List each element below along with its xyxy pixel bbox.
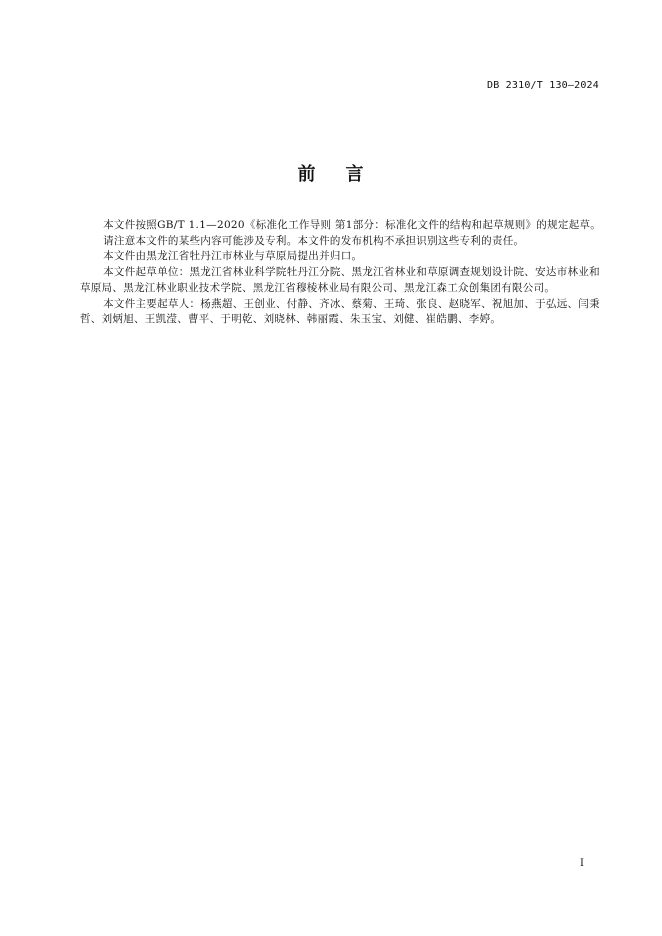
document-code: DB 2310/T 130—2024 <box>487 80 599 91</box>
paragraph-drafting-units: 本文件起草单位：黑龙江省林业科学院牡丹江分院、黑龙江省林业和草原调查规划设计院、安达市林业和草原局、黑龙江林业职业技术学院、黑龙江省穆棱林业局有限公司、黑龙江森工众创集团有限公司。 <box>80 266 600 294</box>
page-title: 前 言 <box>297 164 365 185</box>
body-text <box>80 218 602 328</box>
paragraph-standard-basis: 本文件按照GB/T 1.1—2020《标准化工作导则 第1部分：标准化文件的结构和起草规则》的规定起草。 <box>103 219 602 231</box>
paragraph-main-drafters: 本文件主要起草人：杨燕超、王创业、付静、齐冰、蔡菊、王琦、张良、赵晓军、祝旭加、于弘远、闫秉哲、刘炳旭、王凯滢、曹平、于明乾、刘晓林、韩丽霞、朱玉宝、刘健、崔皓鹏、李婷。 <box>80 297 600 326</box>
page-number: I <box>580 858 584 869</box>
paragraph-proposer: 本文件由黑龙江省牡丹江市林业与草原局提出并归口。 <box>103 250 363 263</box>
paragraph-patent-notice: 请注意本文件的某些内容可能涉及专利。本文件的发布机构不承担识别这些专利的责任。 <box>103 234 525 247</box>
